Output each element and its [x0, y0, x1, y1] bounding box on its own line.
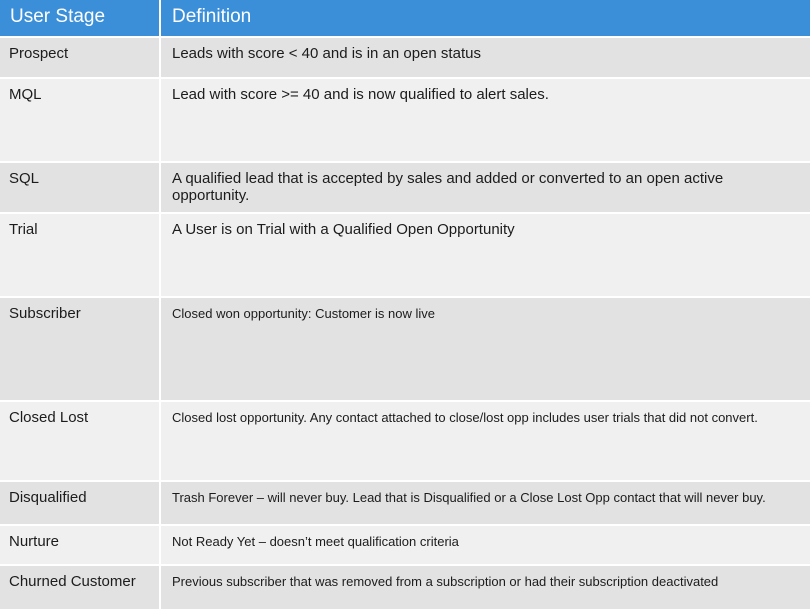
definition-cell: Leads with score < 40 and is in an open status: [161, 38, 810, 77]
stage-cell: Prospect: [0, 38, 159, 77]
table-row: [0, 482, 810, 524]
header-user-stage: User Stage: [0, 0, 159, 36]
table-row: [0, 298, 810, 400]
definition-cell: A qualified lead that is accepted by sales and added or converted to an open active opportunity.: [161, 163, 810, 212]
table-row: [0, 38, 810, 77]
table-row: [0, 79, 810, 161]
stage-cell: Trial: [0, 214, 159, 296]
stage-cell: SQL: [0, 163, 159, 212]
stage-cell: Closed Lost: [0, 402, 159, 480]
table-row: [0, 214, 810, 296]
definition-cell: Closed won opportunity: Customer is now live: [161, 298, 810, 400]
stage-cell: MQL: [0, 79, 159, 161]
definition-cell: Previous subscriber that was removed from a subscription or had their subscription deactivated: [161, 566, 810, 609]
stage-cell: Churned Customer: [0, 566, 159, 609]
definition-cell: Lead with score >= 40 and is now qualified to alert sales.: [161, 79, 810, 161]
stage-cell: Nurture: [0, 526, 159, 564]
table-row: [0, 402, 810, 480]
definition-cell: Not Ready Yet – doesn’t meet qualification criteria: [161, 526, 810, 564]
stage-cell: Subscriber: [0, 298, 159, 400]
definition-cell: A User is on Trial with a Qualified Open Opportunity: [161, 214, 810, 296]
header-definition: Definition: [161, 0, 810, 36]
table-header-row: [0, 0, 810, 36]
definition-cell: Closed lost opportunity. Any contact attached to close/lost opp includes user trials that did not convert.: [161, 402, 810, 480]
table-row: [0, 163, 810, 212]
definition-cell: Trash Forever – will never buy. Lead that is Disqualified or a Close Lost Opp contact that will never buy.: [161, 482, 810, 524]
stage-cell: Disqualified: [0, 482, 159, 524]
table-row: [0, 526, 810, 564]
table-row: [0, 566, 810, 609]
